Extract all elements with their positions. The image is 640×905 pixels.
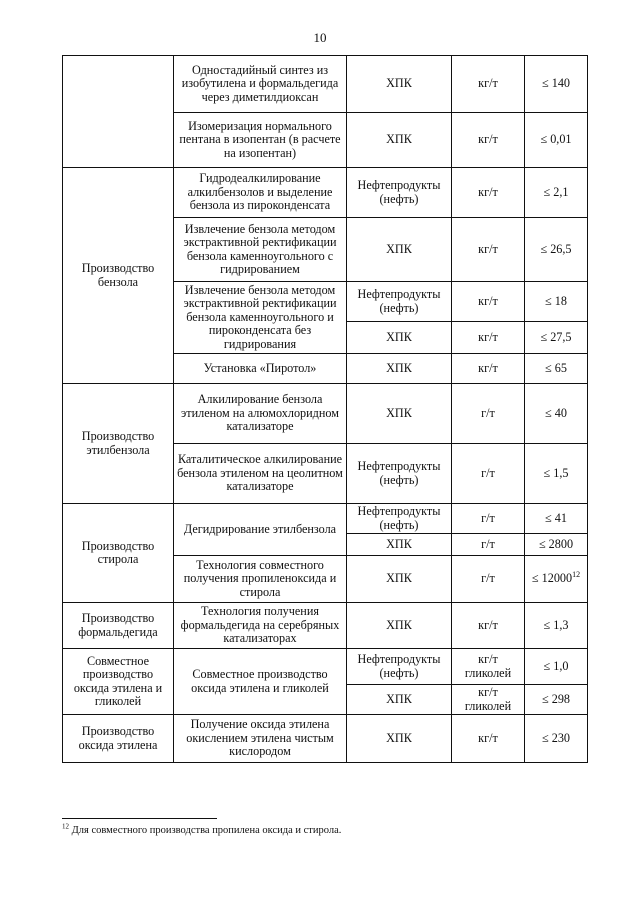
process-cell: Каталитическое алкилирование бензола этиленом на цеолитном катализаторе — [174, 444, 347, 504]
group-cell: Производство этилбензола — [63, 384, 174, 504]
unit-cell: кг/т — [452, 354, 525, 384]
process-cell: Технология получения формальдегида на серебряных катализаторах — [174, 603, 347, 649]
unit-cell: кг/т — [452, 603, 525, 649]
process-cell: Алкилирование бензола этиленом на алюмохлоридном катализаторе — [174, 384, 347, 444]
value-cell: ≤ 41 — [525, 504, 588, 534]
table-row — [63, 168, 588, 218]
group-cell: Производство стирола — [63, 504, 174, 603]
value-cell: ≤ 2,1 — [525, 168, 588, 218]
group-cell: Совместное производство оксида этилена и гликолей — [63, 649, 174, 715]
table-row — [63, 56, 588, 113]
process-cell: Дегидрирование этилбензола — [174, 504, 347, 556]
unit-cell: г/т — [452, 504, 525, 534]
page-number: 10 — [313, 30, 327, 45]
value-cell: ≤ 1,0 — [525, 649, 588, 685]
footnote-marker: 12 — [572, 570, 581, 580]
footnote-text: Для совместного производства пропилена оксида и стирола. — [71, 825, 342, 836]
pollutant-cell: ХПК — [347, 384, 452, 444]
value-cell: ≤ 1,3 — [525, 603, 588, 649]
pollutant-cell: ХПК — [347, 715, 452, 763]
footnote — [62, 822, 592, 836]
process-cell: Гидродеалкилирование алкилбензолов и выделение бензола из пироконденсата — [174, 168, 347, 218]
unit-cell: кг/т гликолей — [452, 685, 525, 715]
pollutant-cell: Нефтепродукты (нефть) — [347, 168, 452, 218]
pollutant-cell: ХПК — [347, 218, 452, 282]
unit-cell: кг/т гликолей — [452, 649, 525, 685]
value-cell — [525, 556, 588, 603]
value-cell: ≤ 27,5 — [525, 322, 588, 354]
process-cell: Одностадийный синтез из изобутилена и формальдегида через диметилдиоксан — [174, 56, 347, 113]
pollutant-cell: ХПК — [347, 685, 452, 715]
value-cell: ≤ 18 — [525, 282, 588, 322]
table-row — [63, 715, 588, 763]
unit-cell: кг/т — [452, 322, 525, 354]
value-cell: ≤ 298 — [525, 685, 588, 715]
process-cell: Получение оксида этилена окислением этилена чистым кислородом — [174, 715, 347, 763]
process-cell: Изомеризация нормального пентана в изопентан (в расчете на изопентан) — [174, 113, 347, 168]
pollutant-cell: ХПК — [347, 603, 452, 649]
pollutant-cell: ХПК — [347, 56, 452, 113]
process-cell: Извлечение бензола методом экстрактивной ректификации бензола каменноугольного и пироконденсата без гидрирования — [174, 282, 347, 354]
table-row — [63, 384, 588, 444]
process-cell: Технология совместного получения пропиленоксида и стирола — [174, 556, 347, 603]
pollutant-cell: Нефтепродукты (нефть) — [347, 282, 452, 322]
value-cell: ≤ 0,01 — [525, 113, 588, 168]
footnote-divider — [62, 818, 217, 819]
process-cell: Совместное производство оксида этилена и гликолей — [174, 649, 347, 715]
value-cell: ≤ 230 — [525, 715, 588, 763]
value-cell: ≤ 1,5 — [525, 444, 588, 504]
pollutant-cell: ХПК — [347, 354, 452, 384]
group-cell: Производство бензола — [63, 168, 174, 384]
pollutant-cell: Нефтепродукты (нефть) — [347, 504, 452, 534]
unit-cell: кг/т — [452, 113, 525, 168]
group-cell: Производство оксида этилена — [63, 715, 174, 763]
process-cell: Установка «Пиротол» — [174, 354, 347, 384]
value-cell: ≤ 2800 — [525, 534, 588, 556]
emission-table — [62, 55, 588, 763]
unit-cell: кг/т — [452, 168, 525, 218]
unit-cell: кг/т — [452, 715, 525, 763]
footnote-number: 12 — [62, 822, 69, 831]
value-cell: ≤ 26,5 — [525, 218, 588, 282]
unit-cell: г/т — [452, 534, 525, 556]
unit-cell: г/т — [452, 384, 525, 444]
process-cell: Извлечение бензола методом экстрактивной ректификации бензола каменноугольного с гидрированием — [174, 218, 347, 282]
pollutant-cell: Нефтепродукты (нефть) — [347, 649, 452, 685]
unit-cell: кг/т — [452, 56, 525, 113]
unit-cell: кг/т — [452, 282, 525, 322]
unit-cell: г/т — [452, 444, 525, 504]
unit-cell: г/т — [452, 556, 525, 603]
table-row — [63, 504, 588, 534]
value-text: ≤ 12000 — [531, 571, 573, 586]
group-cell-empty — [63, 56, 174, 168]
pollutant-cell: ХПК — [347, 534, 452, 556]
pollutant-cell: Нефтепродукты (нефть) — [347, 444, 452, 504]
value-cell: ≤ 40 — [525, 384, 588, 444]
pollutant-cell: ХПК — [347, 556, 452, 603]
pollutant-cell: ХПК — [347, 322, 452, 354]
unit-cell: кг/т — [452, 218, 525, 282]
table-row — [63, 603, 588, 649]
value-cell: ≤ 140 — [525, 56, 588, 113]
pollutant-cell: ХПК — [347, 113, 452, 168]
table-row — [63, 649, 588, 685]
value-cell: ≤ 65 — [525, 354, 588, 384]
group-cell: Производство формальдегида — [63, 603, 174, 649]
